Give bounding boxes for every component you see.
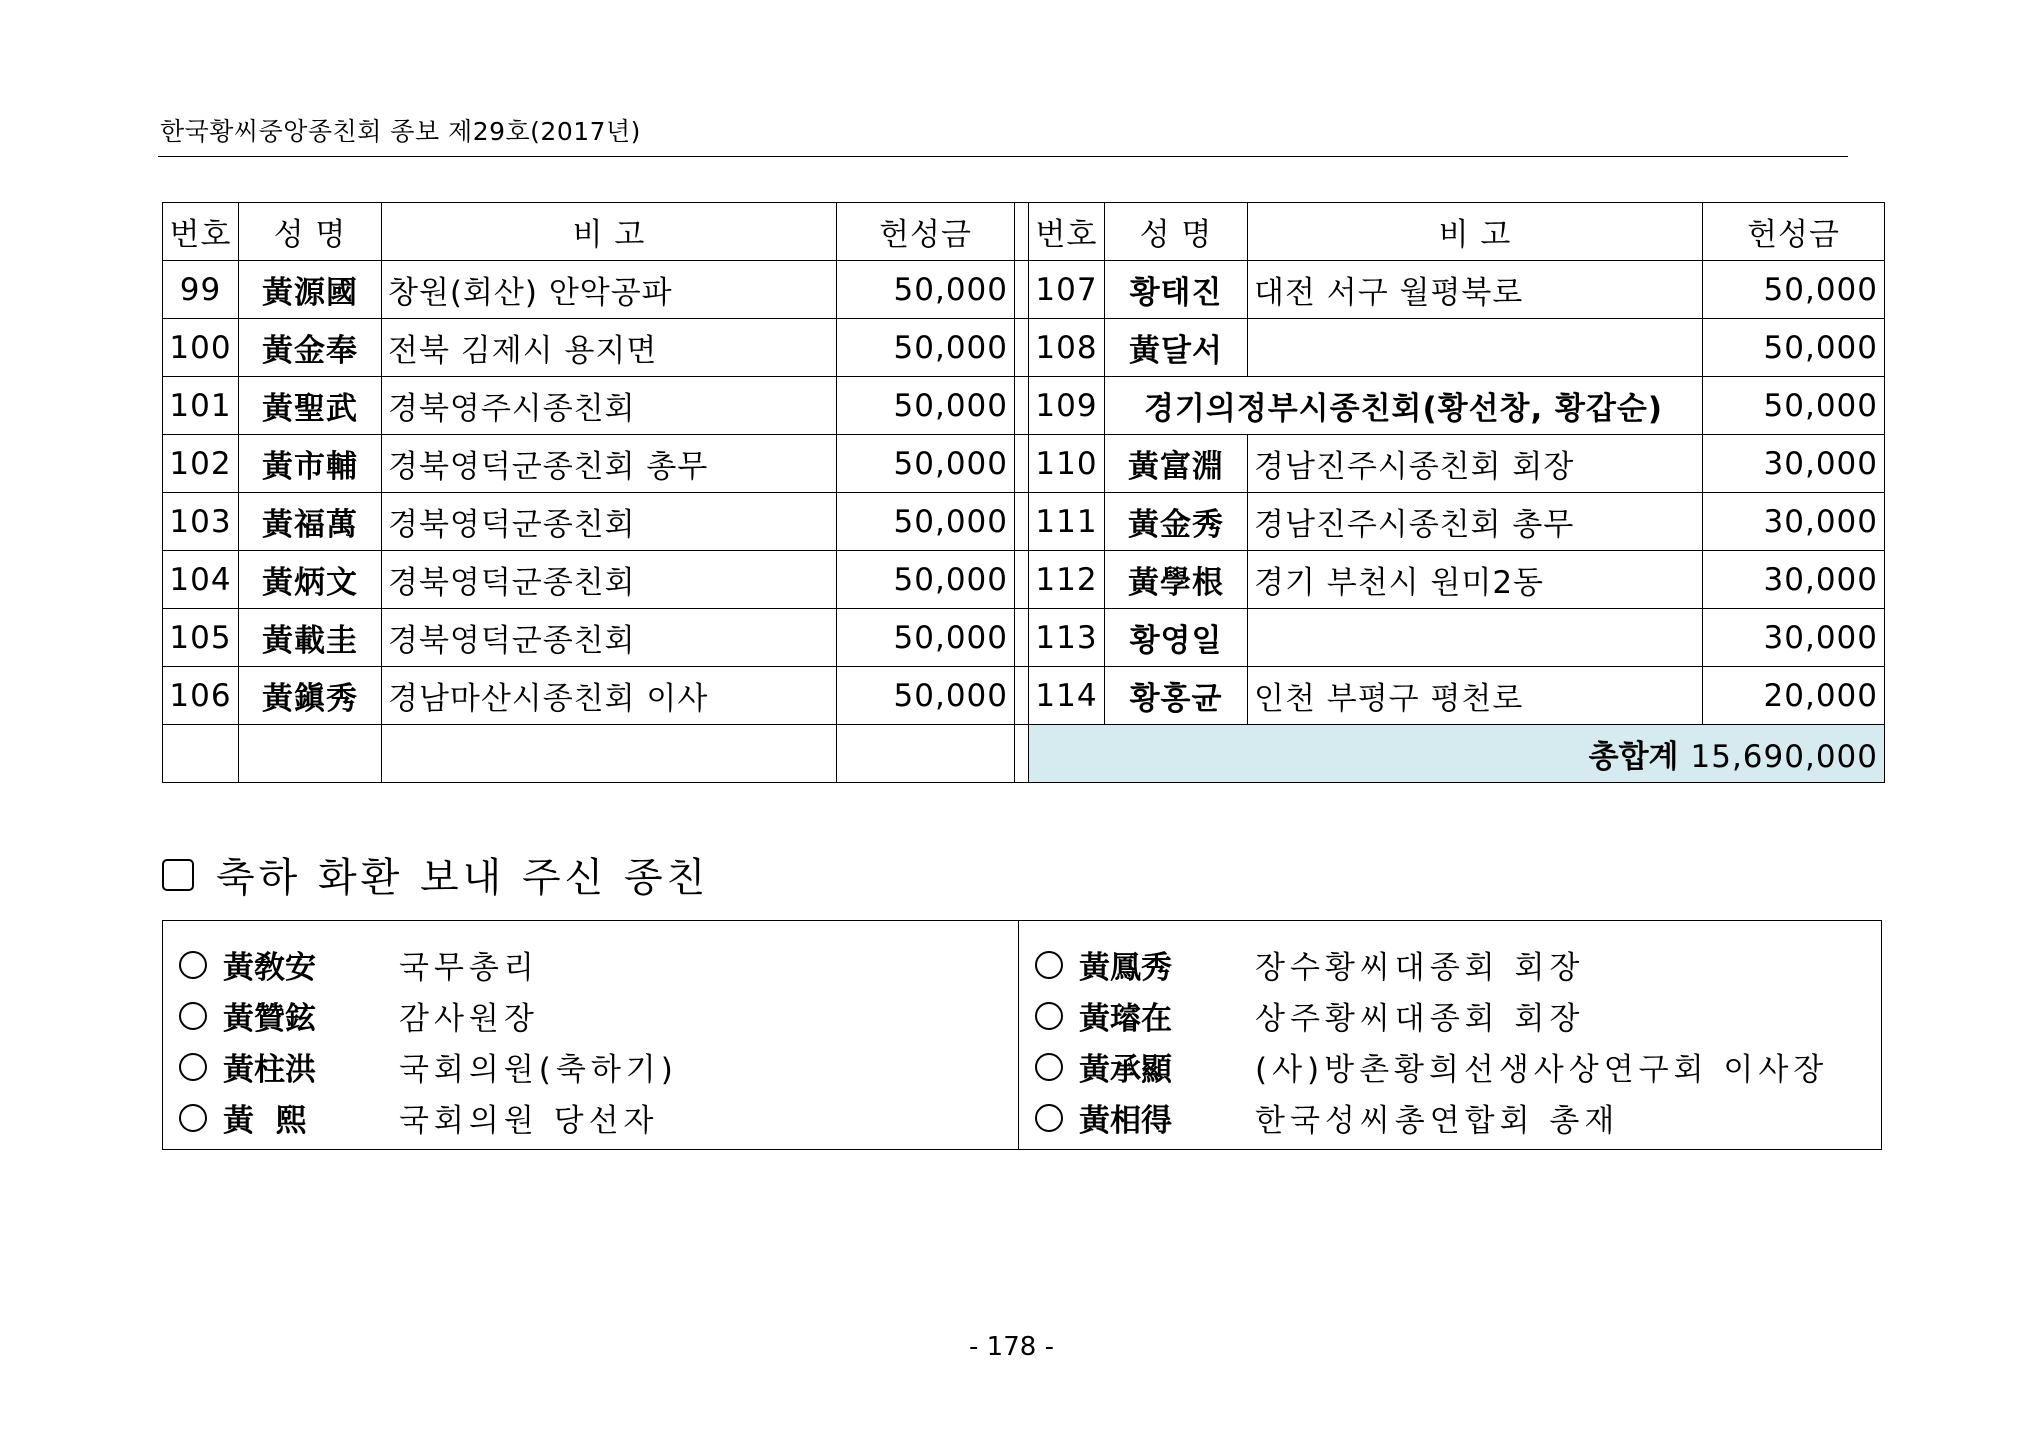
wreath-item bbox=[179, 1041, 1018, 1092]
row-note: 경북영덕군종친회 bbox=[382, 493, 837, 551]
empty-cell bbox=[163, 725, 239, 783]
wreath-title: 장수황씨대종회 회장 bbox=[1255, 950, 1585, 986]
row-name: 黃炳文 bbox=[239, 551, 382, 609]
circle-bullet-icon bbox=[179, 1002, 207, 1030]
wreath-name: 黃 熙 bbox=[223, 1103, 307, 1139]
row-no: 110 bbox=[1029, 435, 1105, 493]
row-no: 103 bbox=[163, 493, 239, 551]
table-gap bbox=[1015, 609, 1029, 667]
wreath-name: 黃鳳秀 bbox=[1079, 950, 1172, 986]
row-name: 黃달서 bbox=[1105, 319, 1248, 377]
wreath-name: 黃敎安 bbox=[223, 950, 316, 986]
row-no: 108 bbox=[1029, 319, 1105, 377]
table-gap bbox=[1015, 319, 1029, 377]
wreath-title: 상주황씨대종회 회장 bbox=[1255, 1001, 1585, 1037]
wreath-title: 국회의원(축하기) bbox=[399, 1052, 678, 1088]
row-amount: 50,000 bbox=[837, 667, 1015, 725]
header-name: 성 명 bbox=[239, 203, 382, 261]
circle-bullet-icon bbox=[179, 951, 207, 979]
circle-bullet-icon bbox=[1035, 1104, 1063, 1132]
circle-bullet-icon bbox=[1035, 1053, 1063, 1081]
total-label: 총합계 bbox=[1588, 739, 1679, 775]
table-gap bbox=[1015, 377, 1029, 435]
row-name: 黃聖武 bbox=[239, 377, 382, 435]
row-note bbox=[1248, 609, 1703, 667]
wreath-name: 黃柱洪 bbox=[223, 1052, 316, 1088]
row-amount: 30,000 bbox=[1703, 609, 1885, 667]
wreath-column-right bbox=[1019, 921, 1881, 1149]
header-note: 비 고 bbox=[382, 203, 837, 261]
row-no: 107 bbox=[1029, 261, 1105, 319]
header-no: 번호 bbox=[163, 203, 239, 261]
table-gap bbox=[1015, 725, 1029, 783]
row-note: 경북영주시종친회 bbox=[382, 377, 837, 435]
row-amount: 50,000 bbox=[1703, 377, 1885, 435]
row-no: 104 bbox=[163, 551, 239, 609]
table-row bbox=[163, 551, 1885, 609]
table-gap bbox=[1015, 435, 1029, 493]
table-row bbox=[163, 261, 1885, 319]
row-amount: 30,000 bbox=[1703, 551, 1885, 609]
row-name: 황영일 bbox=[1105, 609, 1248, 667]
header-note: 비 고 bbox=[1248, 203, 1703, 261]
row-no: 102 bbox=[163, 435, 239, 493]
row-name: 黃金奉 bbox=[239, 319, 382, 377]
row-name: 黃載圭 bbox=[239, 609, 382, 667]
wreath-item bbox=[179, 939, 1018, 990]
row-no: 114 bbox=[1029, 667, 1105, 725]
row-no: 100 bbox=[163, 319, 239, 377]
row-amount: 50,000 bbox=[1703, 319, 1885, 377]
row-name: 黃金秀 bbox=[1105, 493, 1248, 551]
row-name: 黃富淵 bbox=[1105, 435, 1248, 493]
row-note: 경기 부천시 원미2동 bbox=[1248, 551, 1703, 609]
wreath-title: 감사원장 bbox=[399, 1001, 539, 1037]
row-note: 경남진주시종친회 회장 bbox=[1248, 435, 1703, 493]
row-amount: 50,000 bbox=[837, 261, 1015, 319]
row-no: 105 bbox=[163, 609, 239, 667]
row-name: 黃福萬 bbox=[239, 493, 382, 551]
wreath-name: 黃璿在 bbox=[1079, 1001, 1172, 1037]
page-number: - 178 - bbox=[969, 1332, 1054, 1362]
header-amount: 헌성금 bbox=[1703, 203, 1885, 261]
donation-table bbox=[162, 202, 1885, 783]
row-amount: 50,000 bbox=[837, 319, 1015, 377]
table-gap bbox=[1015, 493, 1029, 551]
row-no: 99 bbox=[163, 261, 239, 319]
table-row bbox=[163, 667, 1885, 725]
table-gap bbox=[1015, 203, 1029, 261]
wreath-item bbox=[179, 990, 1018, 1041]
row-amount: 50,000 bbox=[1703, 261, 1885, 319]
row-no: 113 bbox=[1029, 609, 1105, 667]
row-no: 111 bbox=[1029, 493, 1105, 551]
table-row bbox=[163, 319, 1885, 377]
wreath-column-left bbox=[163, 921, 1019, 1149]
row-amount: 50,000 bbox=[837, 493, 1015, 551]
wreath-name: 黃承顯 bbox=[1079, 1052, 1172, 1088]
row-amount: 20,000 bbox=[1703, 667, 1885, 725]
wreath-title: (사)방촌황희선생사상연구회 이사장 bbox=[1255, 1052, 1829, 1088]
row-name: 황태진 bbox=[1105, 261, 1248, 319]
table-gap bbox=[1015, 667, 1029, 725]
wreath-item bbox=[1035, 1092, 1881, 1143]
total-cell bbox=[1029, 725, 1885, 783]
table-row bbox=[163, 377, 1885, 435]
row-note: 경북영덕군종친회 총무 bbox=[382, 435, 837, 493]
header-name: 성 명 bbox=[1105, 203, 1248, 261]
table-row bbox=[163, 435, 1885, 493]
row-note: 창원(회산) 안악공파 bbox=[382, 261, 837, 319]
row-name: 경기의정부시종친회(황선창, 황갑순) bbox=[1105, 377, 1703, 435]
row-note: 전북 김제시 용지면 bbox=[382, 319, 837, 377]
row-no: 109 bbox=[1029, 377, 1105, 435]
table-gap bbox=[1015, 551, 1029, 609]
row-name: 황홍균 bbox=[1105, 667, 1248, 725]
row-note: 인천 부평구 평천로 bbox=[1248, 667, 1703, 725]
row-note: 경북영덕군종친회 bbox=[382, 609, 837, 667]
row-amount: 30,000 bbox=[1703, 435, 1885, 493]
section-title-text: 축하 화환 보내 주신 종친 bbox=[216, 855, 710, 901]
wreath-box bbox=[162, 920, 1882, 1150]
circle-bullet-icon bbox=[179, 1053, 207, 1081]
header-title: 한국황씨중앙종친회 종보 제29호(2017년) bbox=[160, 117, 641, 146]
row-name: 黃鎭秀 bbox=[239, 667, 382, 725]
table-gap bbox=[1015, 261, 1029, 319]
header-no: 번호 bbox=[1029, 203, 1105, 261]
wreath-title: 국회의원 당선자 bbox=[399, 1103, 659, 1139]
row-no: 106 bbox=[163, 667, 239, 725]
table-row bbox=[163, 493, 1885, 551]
row-note: 경북영덕군종친회 bbox=[382, 551, 837, 609]
square-bullet-icon bbox=[162, 859, 194, 891]
wreath-item bbox=[1035, 990, 1881, 1041]
wreath-item bbox=[179, 1092, 1018, 1143]
wreath-name: 黃贊鉉 bbox=[223, 1001, 316, 1037]
row-name: 黃學根 bbox=[1105, 551, 1248, 609]
row-name: 黃源國 bbox=[239, 261, 382, 319]
header-amount: 헌성금 bbox=[837, 203, 1015, 261]
row-amount: 50,000 bbox=[837, 435, 1015, 493]
row-no: 101 bbox=[163, 377, 239, 435]
empty-cell bbox=[239, 725, 382, 783]
header-rule bbox=[158, 156, 1848, 157]
total-row bbox=[163, 725, 1885, 783]
wreath-name: 黃相得 bbox=[1079, 1103, 1172, 1139]
empty-cell bbox=[837, 725, 1015, 783]
row-amount: 30,000 bbox=[1703, 493, 1885, 551]
table-row bbox=[163, 609, 1885, 667]
row-note: 대전 서구 월평북로 bbox=[1248, 261, 1703, 319]
row-no: 112 bbox=[1029, 551, 1105, 609]
wreath-item bbox=[1035, 1041, 1881, 1092]
row-amount: 50,000 bbox=[837, 609, 1015, 667]
circle-bullet-icon bbox=[179, 1104, 207, 1132]
table-header-row bbox=[163, 203, 1885, 261]
row-note: 경남마산시종친회 이사 bbox=[382, 667, 837, 725]
empty-cell bbox=[382, 725, 837, 783]
wreath-title: 국무총리 bbox=[399, 950, 539, 986]
section-title bbox=[162, 846, 709, 903]
row-note: 경남진주시종친회 총무 bbox=[1248, 493, 1703, 551]
row-note bbox=[1248, 319, 1703, 377]
wreath-title: 한국성씨총연합회 총재 bbox=[1255, 1103, 1620, 1139]
row-amount: 50,000 bbox=[837, 377, 1015, 435]
wreath-item bbox=[1035, 939, 1881, 990]
circle-bullet-icon bbox=[1035, 951, 1063, 979]
row-name: 黃市輔 bbox=[239, 435, 382, 493]
total-value: 15,690,000 bbox=[1690, 739, 1878, 775]
circle-bullet-icon bbox=[1035, 1002, 1063, 1030]
row-amount: 50,000 bbox=[837, 551, 1015, 609]
